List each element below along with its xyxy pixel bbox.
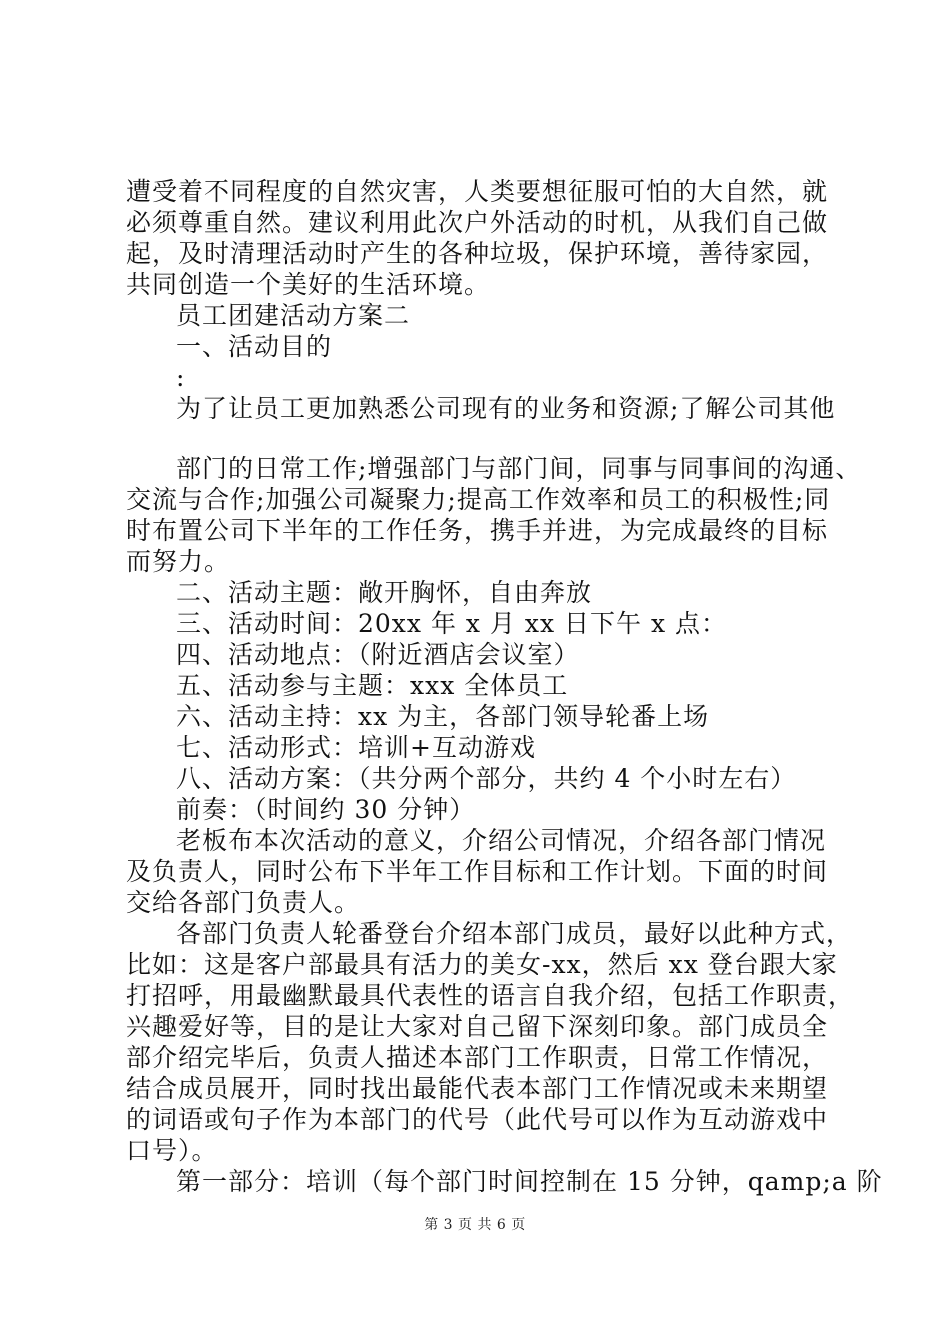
- body-text-line: 打招呼，用最幽默最具代表性的语言自我介绍，包括工作职责，: [126, 981, 855, 1010]
- body-text-line: 起，及时清理活动时产生的各种垃圾，保护环境，善待家园，: [126, 239, 829, 268]
- section-heading: 六、活动主持：xx 为主，各部门领导轮番上场: [176, 702, 710, 731]
- section-heading: 八、活动方案：（共分两个部分，共约 4 个小时左右）: [176, 764, 797, 793]
- body-text-line: 交给各部门负责人。: [126, 888, 361, 917]
- section-heading: 三、活动时间：20xx 年 x 月 xx 日下午 x 点：: [176, 609, 728, 638]
- page-footer: 第 3 页 共 6 页: [424, 1217, 526, 1233]
- body-text-line: 而努力。: [126, 547, 231, 576]
- section-heading: 二、活动主题：敞开胸怀，自由奔放: [176, 578, 593, 607]
- section-heading: 一、活动目的: [176, 332, 333, 361]
- body-text-line: 为了让员工更加熟悉公司现有的业务和资源;了解公司其他: [176, 394, 836, 423]
- body-text-line: 老板布本次活动的意义，介绍公司情况，介绍各部门情况: [176, 826, 827, 855]
- subsection-heading: 前奏：（时间约 30 分钟）: [176, 795, 476, 824]
- body-text-line: 必须尊重自然。建议利用此次户外活动的时机，从我们自己做: [126, 208, 829, 237]
- body-text-line: 时布置公司下半年的工作任务，携手并进，为完成最终的目标: [126, 516, 829, 545]
- section-title: 员工团建活动方案二: [176, 301, 411, 330]
- body-text-line: 各部门负责人轮番登台介绍本部门成员，最好以此种方式，: [176, 919, 853, 948]
- body-text-line: 遭受着不同程度的自然灾害，人类要想征服可怕的大自然，就: [126, 177, 829, 206]
- section-heading: 五、活动参与主题：xxx 全体员工: [176, 671, 569, 700]
- subsection-heading: 第一部分：培训（每个部门时间控制在 15 分钟，qamp;a 阶: [176, 1167, 883, 1196]
- section-heading: 四、活动地点：（附近酒店会议室）: [176, 640, 580, 669]
- body-text-line: 部门的日常工作;增强部门与部门间，同事与同事间的沟通、: [176, 454, 862, 483]
- body-text-line: 兴趣爱好等，目的是让大家对自己留下深刻印象。部门成员全: [126, 1012, 829, 1041]
- body-text-line: 的词语或句子作为本部门的代号（此代号可以作为互动游戏中: [126, 1105, 829, 1134]
- body-text-line: 比如：这是客户部最具有活力的美女-xx，然后 xx 登台跟大家: [126, 950, 838, 979]
- body-text-line: 结合成员展开，同时找出最能代表本部门工作情况或未来期望: [126, 1074, 829, 1103]
- body-text-line: 部介绍完毕后，负责人描述本部门工作职责，日常工作情况，: [126, 1043, 829, 1072]
- body-text-line: 交流与合作;加强公司凝聚力;提高工作效率和员工的积极性;同: [126, 485, 831, 514]
- section-heading: 七、活动形式：培训+互动游戏: [176, 733, 536, 762]
- body-text-line: :: [176, 363, 186, 392]
- body-text-line: 口号）。: [126, 1136, 218, 1165]
- body-text-line: 共同创造一个美好的生活环境。: [126, 270, 491, 299]
- body-text-line: 及负责人，同时公布下半年工作目标和工作计划。下面的时间: [126, 857, 829, 886]
